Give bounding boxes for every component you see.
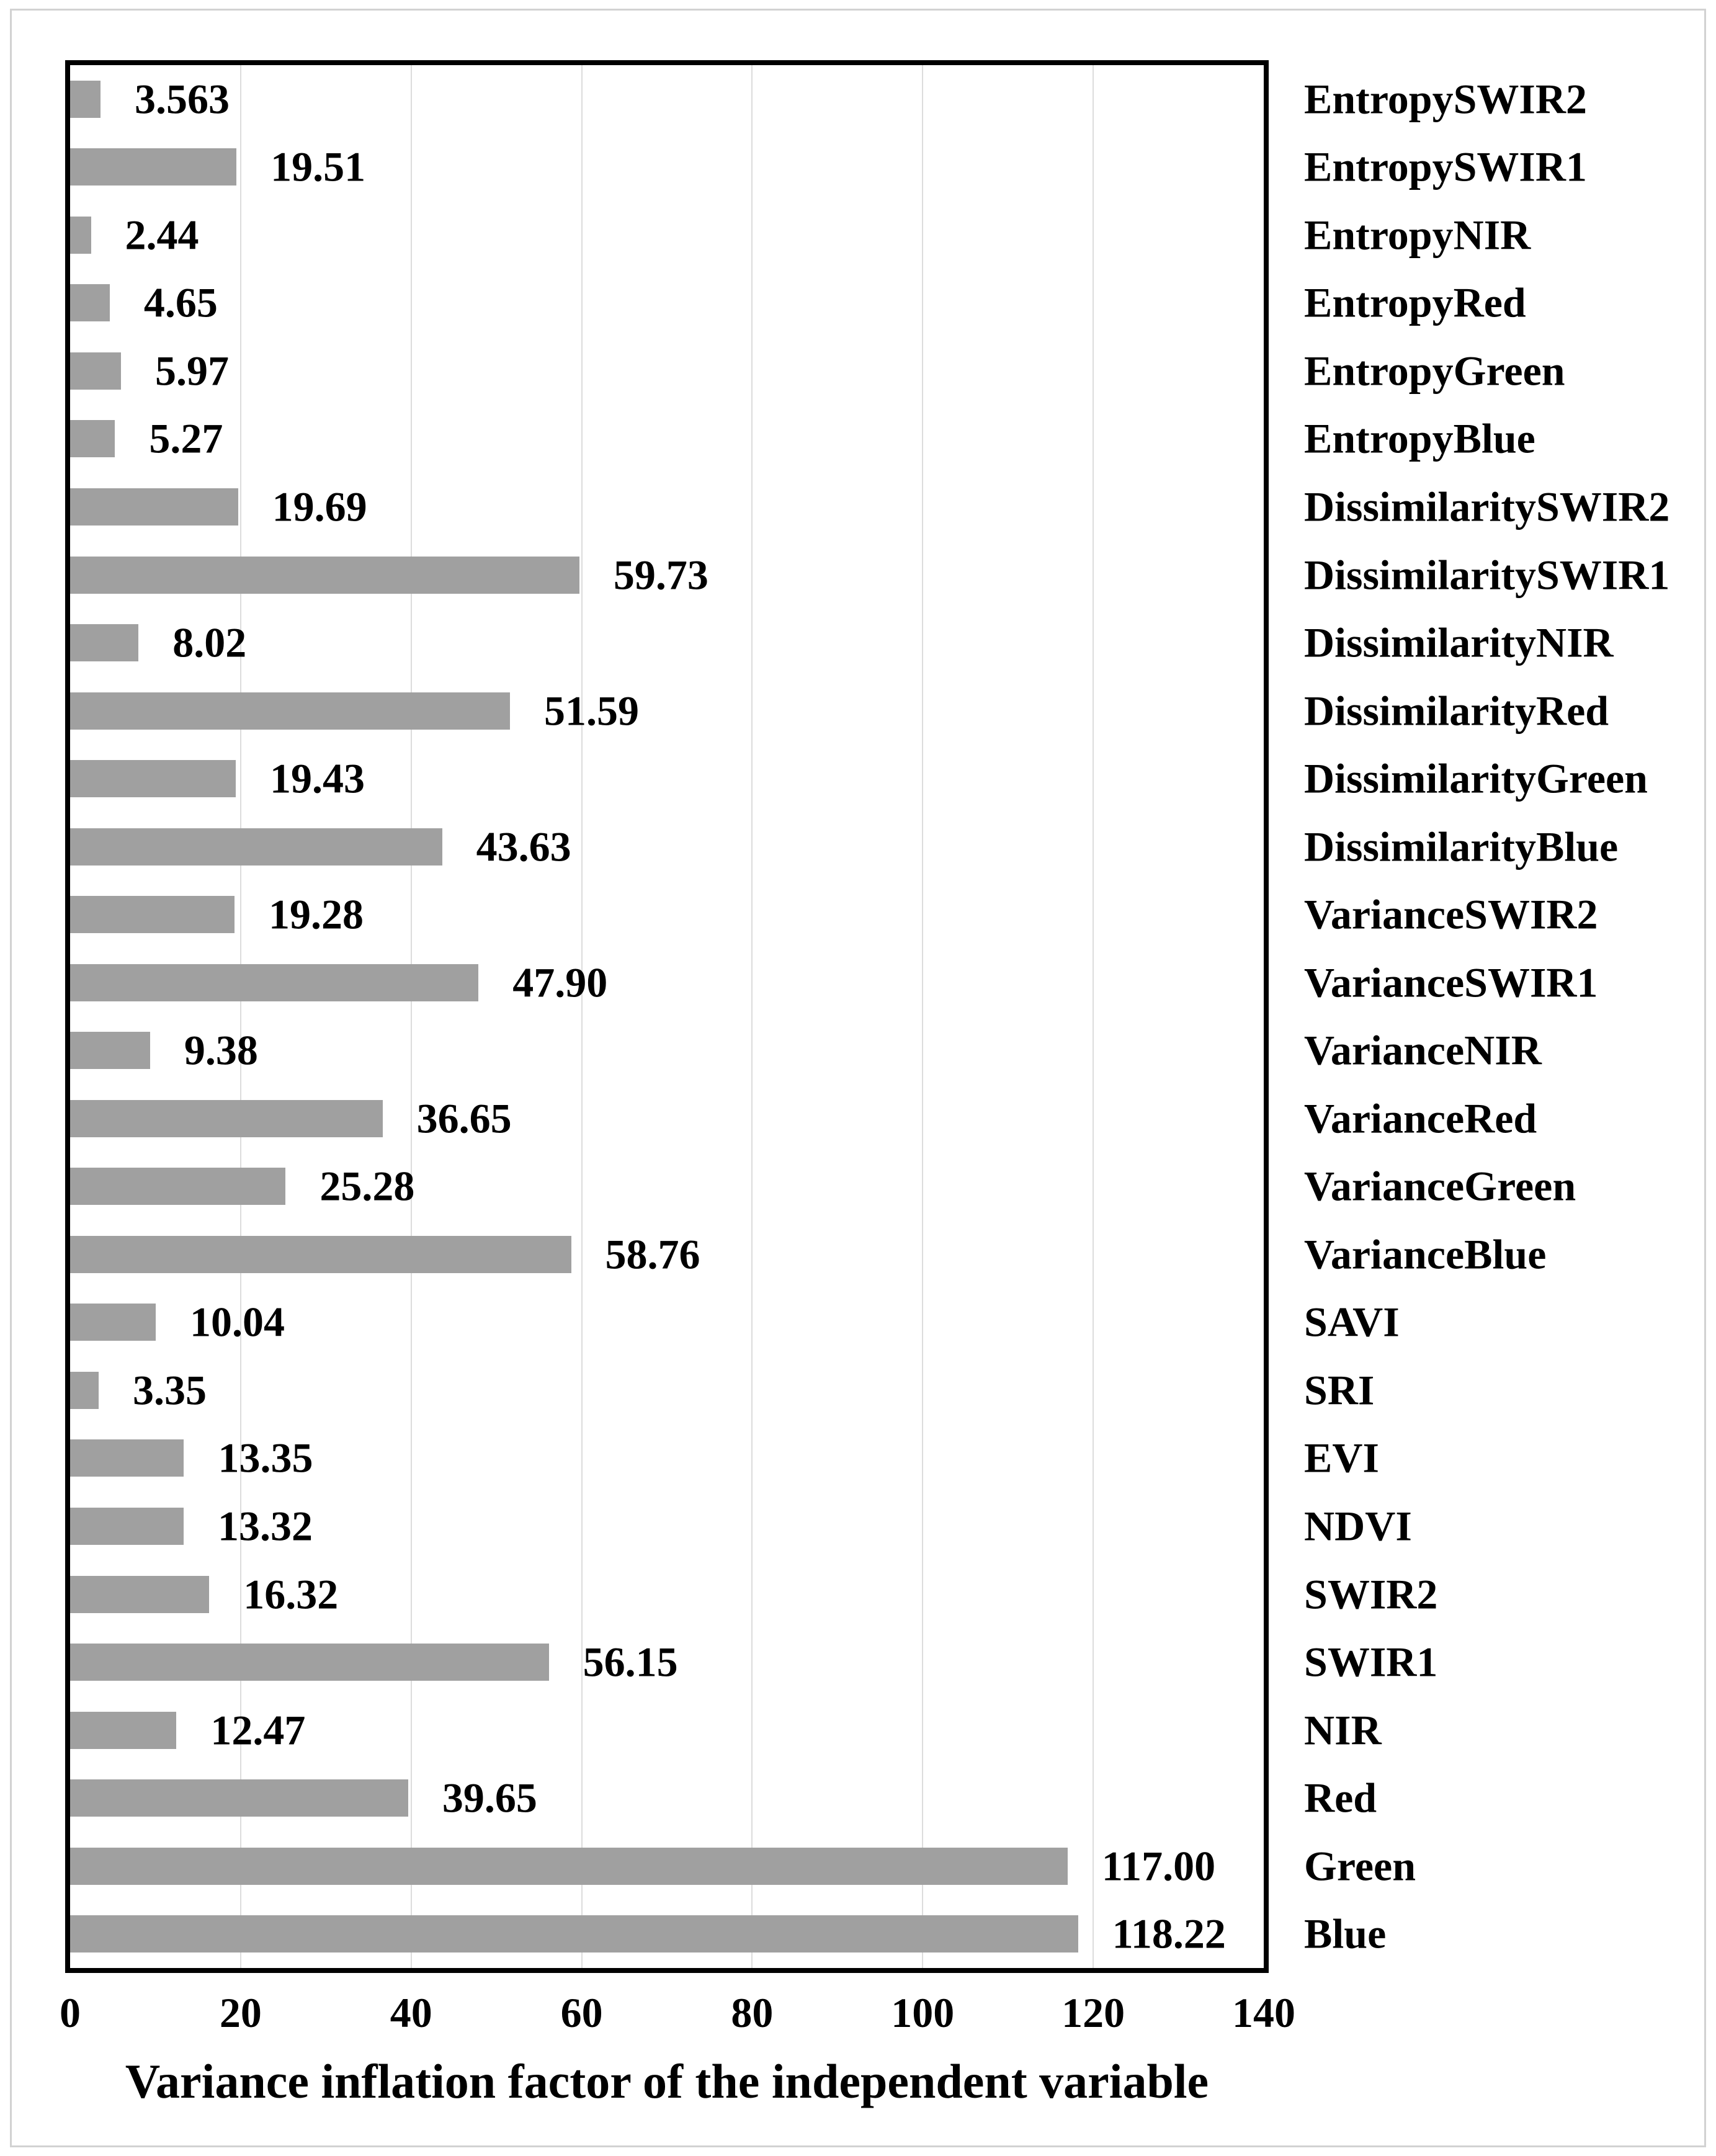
value-label-Green: 117.00 xyxy=(1101,1842,1216,1890)
bar-Blue xyxy=(70,1915,1078,1952)
value-label-NIR: 12.47 xyxy=(210,1706,306,1754)
bar-Red xyxy=(70,1779,408,1817)
category-label-NIR: NIR xyxy=(1304,1706,1382,1754)
value-label-DissimilarityGreen: 19.43 xyxy=(270,754,365,802)
category-label-DissimilarityRed: DissimilarityRed xyxy=(1304,687,1609,735)
value-label-SWIR1: 56.15 xyxy=(583,1638,678,1686)
value-label-VarianceSWIR1: 47.90 xyxy=(512,959,608,1006)
bar-VarianceSWIR2 xyxy=(70,896,235,933)
gridline-80 xyxy=(751,65,753,1968)
category-label-VarianceBlue: VarianceBlue xyxy=(1304,1230,1547,1278)
category-label-DissimilarityNIR: DissimilarityNIR xyxy=(1304,619,1614,666)
gridline-20 xyxy=(240,65,241,1968)
value-label-NDVI: 13.32 xyxy=(218,1502,313,1550)
bar-DissimilarityRed xyxy=(70,692,510,730)
value-label-DissimilaritySWIR2: 19.69 xyxy=(272,483,367,530)
value-label-EntropyRed: 4.65 xyxy=(143,279,218,326)
bar-DissimilaritySWIR2 xyxy=(70,488,238,526)
x-tick-60: 60 xyxy=(560,1989,603,2036)
gridline-100 xyxy=(922,65,923,1968)
bar-EntropyGreen xyxy=(70,352,121,390)
bar-EVI xyxy=(70,1439,184,1477)
value-label-VarianceGreen: 25.28 xyxy=(320,1162,415,1210)
bar-EntropyNIR xyxy=(70,217,91,254)
category-label-DissimilarityGreen: DissimilarityGreen xyxy=(1304,754,1648,802)
x-tick-100: 100 xyxy=(891,1989,955,2036)
bar-SWIR2 xyxy=(70,1576,209,1613)
category-label-EntropySWIR1: EntropySWIR1 xyxy=(1304,143,1587,190)
category-label-EVI: EVI xyxy=(1304,1434,1379,1482)
category-label-DissimilaritySWIR2: DissimilaritySWIR2 xyxy=(1304,483,1670,530)
category-label-SRI: SRI xyxy=(1304,1366,1375,1414)
bar-SAVI xyxy=(70,1304,156,1341)
bar-EntropySWIR1 xyxy=(70,148,236,186)
gridline-60 xyxy=(581,65,583,1968)
x-tick-40: 40 xyxy=(390,1989,432,2036)
value-label-Blue: 118.22 xyxy=(1112,1910,1226,1957)
x-tick-0: 0 xyxy=(60,1989,81,2036)
bar-DissimilaritySWIR1 xyxy=(70,557,579,594)
value-label-DissimilarityBlue: 43.63 xyxy=(476,823,571,870)
bar-NDVI xyxy=(70,1508,184,1545)
bar-DissimilarityBlue xyxy=(70,828,442,866)
bar-EntropyBlue xyxy=(70,420,115,457)
x-tick-120: 120 xyxy=(1061,1989,1125,2036)
value-label-VarianceRed: 36.65 xyxy=(416,1094,512,1142)
bar-NIR xyxy=(70,1712,176,1749)
x-axis-title: Variance inflation factor of the independent variable xyxy=(125,2054,1209,2108)
category-label-EntropyGreen: EntropyGreen xyxy=(1304,347,1565,395)
value-label-SWIR2: 16.32 xyxy=(243,1570,339,1618)
category-label-NDVI: NDVI xyxy=(1304,1502,1412,1550)
category-label-EntropyRed: EntropyRed xyxy=(1304,279,1526,326)
value-label-Red: 39.65 xyxy=(442,1774,537,1822)
plot-area xyxy=(65,60,1269,1973)
category-label-VarianceNIR: VarianceNIR xyxy=(1304,1026,1542,1074)
x-tick-140: 140 xyxy=(1232,1989,1295,2036)
value-label-EntropyNIR: 2.44 xyxy=(125,211,199,259)
value-label-VarianceSWIR2: 19.28 xyxy=(268,890,364,938)
x-tick-80: 80 xyxy=(731,1989,774,2036)
bar-Green xyxy=(70,1848,1068,1885)
gridline-120 xyxy=(1093,65,1094,1968)
value-label-VarianceBlue: 58.76 xyxy=(605,1230,700,1278)
category-label-SWIR1: SWIR1 xyxy=(1304,1638,1438,1686)
x-tick-20: 20 xyxy=(219,1989,262,2036)
category-label-Red: Red xyxy=(1304,1774,1377,1822)
category-label-SWIR2: SWIR2 xyxy=(1304,1570,1438,1618)
bar-VarianceGreen xyxy=(70,1168,285,1205)
bar-DissimilarityGreen xyxy=(70,760,236,797)
bar-VarianceRed xyxy=(70,1100,383,1137)
category-label-VarianceSWIR2: VarianceSWIR2 xyxy=(1304,890,1598,938)
category-label-DissimilarityBlue: DissimilarityBlue xyxy=(1304,823,1619,870)
category-label-Green: Green xyxy=(1304,1842,1416,1890)
category-label-EntropyNIR: EntropyNIR xyxy=(1304,211,1531,259)
value-label-DissimilaritySWIR1: 59.73 xyxy=(613,551,708,599)
bar-VarianceBlue xyxy=(70,1236,571,1273)
value-label-DissimilarityNIR: 8.02 xyxy=(172,619,247,666)
category-label-SAVI: SAVI xyxy=(1304,1298,1400,1346)
value-label-VarianceNIR: 9.38 xyxy=(184,1026,258,1074)
bar-SRI xyxy=(70,1372,99,1409)
bar-DissimilarityNIR xyxy=(70,624,138,661)
value-label-EntropyBlue: 5.27 xyxy=(149,414,223,462)
bar-SWIR1 xyxy=(70,1644,549,1681)
value-label-DissimilarityRed: 51.59 xyxy=(543,687,639,735)
category-label-EntropyBlue: EntropyBlue xyxy=(1304,414,1535,462)
category-label-DissimilaritySWIR1: DissimilaritySWIR1 xyxy=(1304,551,1670,599)
gridline-40 xyxy=(411,65,412,1968)
category-label-Blue: Blue xyxy=(1304,1910,1387,1957)
bar-EntropySWIR2 xyxy=(70,81,101,118)
value-label-EntropySWIR2: 3.563 xyxy=(134,75,230,123)
bar-VarianceNIR xyxy=(70,1032,150,1069)
category-label-VarianceGreen: VarianceGreen xyxy=(1304,1162,1576,1210)
value-label-EntropySWIR1: 19.51 xyxy=(270,143,366,190)
bar-VarianceSWIR1 xyxy=(70,964,478,1001)
category-label-VarianceRed: VarianceRed xyxy=(1304,1094,1537,1142)
value-label-SRI: 3.35 xyxy=(133,1366,207,1414)
bar-EntropyRed xyxy=(70,284,110,321)
value-label-SAVI: 10.04 xyxy=(189,1298,285,1346)
value-label-EVI: 13.35 xyxy=(218,1434,313,1482)
category-label-EntropySWIR2: EntropySWIR2 xyxy=(1304,75,1587,123)
value-label-EntropyGreen: 5.97 xyxy=(155,347,230,395)
category-label-VarianceSWIR1: VarianceSWIR1 xyxy=(1304,959,1598,1006)
